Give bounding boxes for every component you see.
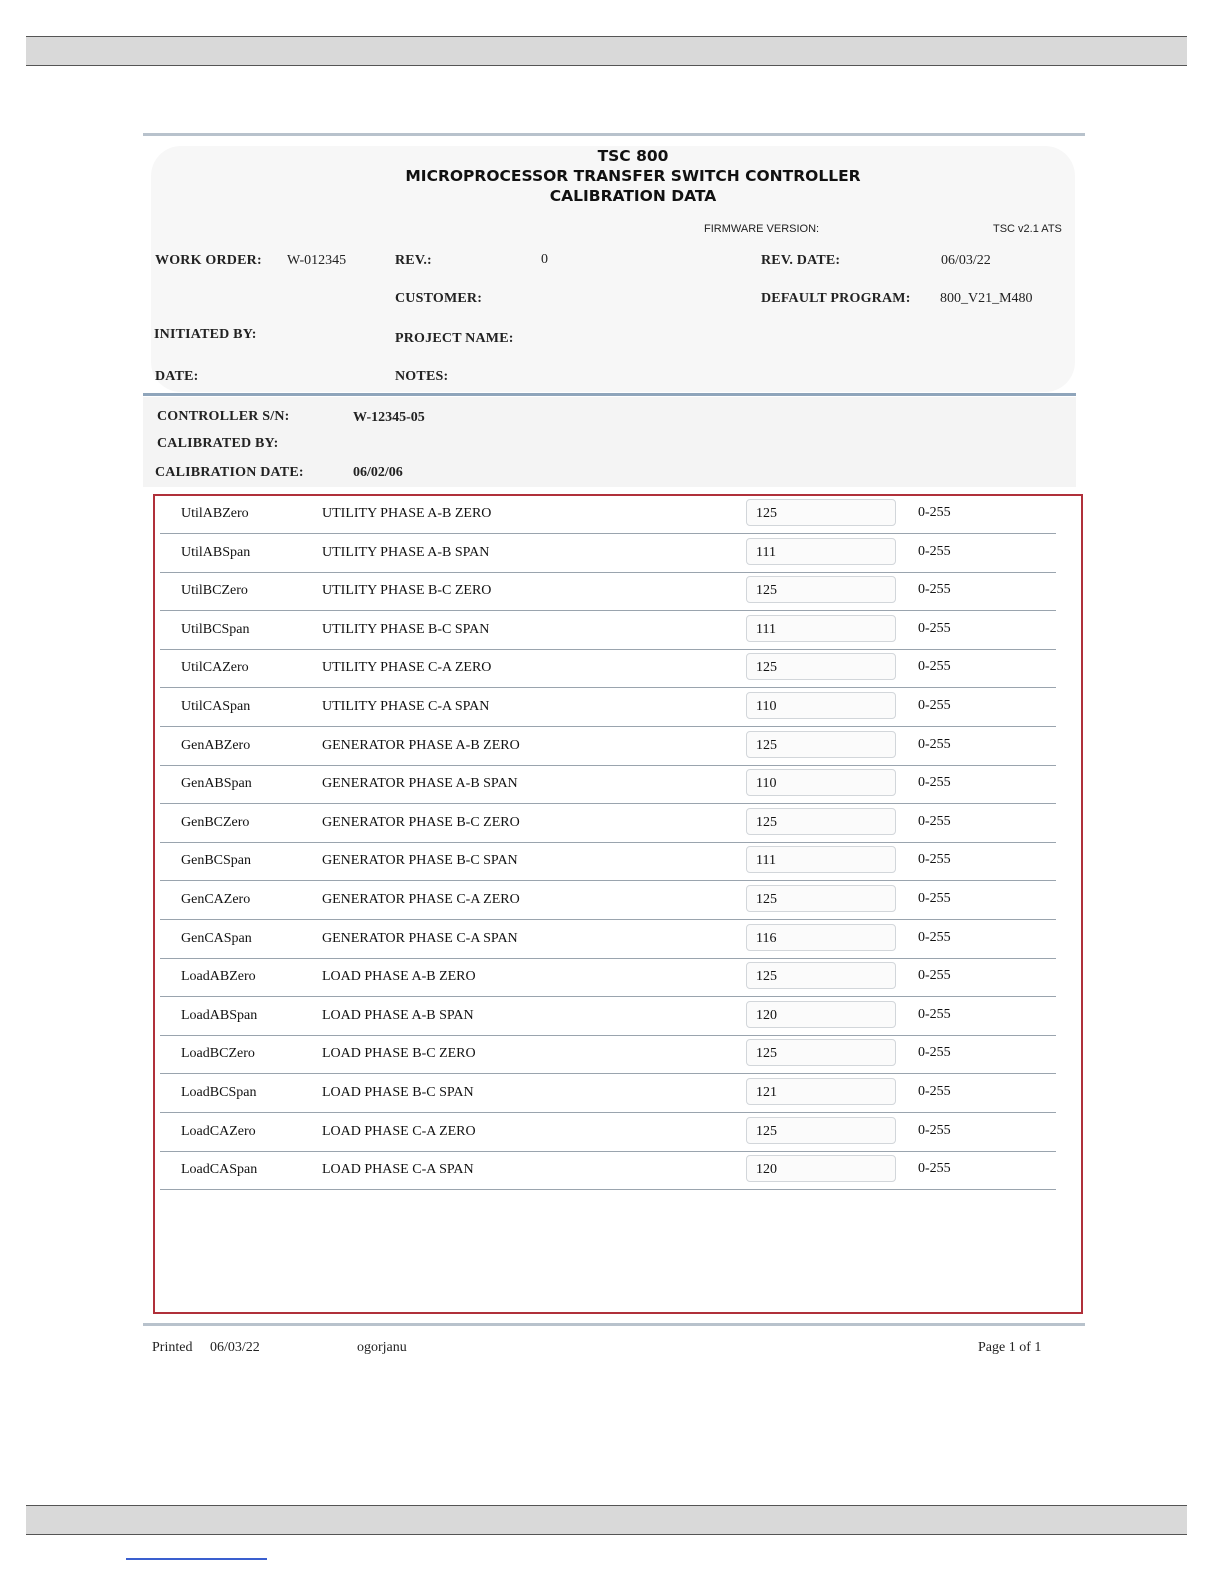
param-code: GenBCSpan (181, 853, 251, 869)
param-range: 0-255 (918, 736, 951, 752)
param-value-field[interactable] (746, 653, 896, 680)
table-row (160, 842, 1056, 881)
rev-value: 0 (541, 252, 548, 267)
table-row (160, 881, 1056, 920)
param-code: GenCASpan (181, 930, 252, 946)
customer-label: CUSTOMER: (395, 291, 483, 306)
table-row (160, 727, 1056, 766)
param-code: LoadCASpan (181, 1162, 258, 1178)
param-value: 125 (756, 892, 777, 907)
param-description: LOAD PHASE A-B ZERO (322, 969, 476, 985)
param-value-field[interactable] (746, 962, 896, 989)
rev-label: REV.: (395, 253, 432, 268)
param-range: 0-255 (918, 891, 951, 906)
table-row (160, 572, 1056, 611)
calibration-date-label: CALIBRATION DATE: (155, 465, 304, 480)
viewer-toolbar-top (26, 36, 1187, 66)
param-value-field[interactable] (746, 885, 896, 912)
table-row (160, 1113, 1056, 1152)
param-value: 125 (756, 969, 777, 985)
param-range: 0-255 (918, 505, 951, 520)
param-value: 111 (756, 544, 776, 560)
footer-rule (143, 1323, 1085, 1326)
table-row (160, 611, 1056, 650)
table-row (160, 997, 1056, 1036)
doc-title-type: CALIBRATION DATA (549, 187, 717, 205)
param-value: 110 (756, 776, 777, 792)
param-range: 0-255 (918, 968, 951, 984)
param-value-field[interactable] (746, 731, 896, 758)
param-code: LoadBCSpan (181, 1085, 257, 1100)
param-description: UTILITY PHASE C-A ZERO (322, 660, 492, 676)
param-range: 0-255 (918, 659, 951, 675)
param-value-field[interactable] (746, 692, 896, 719)
firmware-label: FIRMWARE VERSION: (704, 223, 820, 235)
default-program-label: DEFAULT PROGRAM: (761, 291, 911, 306)
viewer-toolbar-bottom (26, 1505, 1187, 1535)
page-number: Page 1 of 1 (978, 1340, 1042, 1355)
param-description: UTILITY PHASE B-C ZERO (322, 583, 492, 599)
param-value: 110 (756, 699, 777, 714)
param-code: UtilCAZero (181, 660, 249, 676)
param-description: GENERATOR PHASE C-A SPAN (322, 930, 518, 946)
table-row (160, 495, 1056, 534)
param-value: 125 (756, 506, 777, 521)
param-value-field[interactable] (746, 615, 896, 642)
param-value-field[interactable] (746, 538, 896, 565)
param-description: LOAD PHASE B-C ZERO (322, 1046, 476, 1062)
param-description: UTILITY PHASE B-C SPAN (322, 621, 490, 637)
firmware-value: TSC v2.1 ATS (993, 223, 1062, 235)
param-code: LoadCAZero (181, 1123, 256, 1139)
param-value-field[interactable] (746, 808, 896, 835)
printed-by-user: ogorjanu (357, 1340, 407, 1355)
table-row (160, 534, 1056, 573)
param-value-field[interactable] (746, 1078, 896, 1105)
table-row (160, 649, 1056, 688)
param-range: 0-255 (918, 1122, 951, 1138)
param-value: 125 (756, 1046, 777, 1062)
param-code: UtilCASpan (181, 699, 251, 714)
param-description: LOAD PHASE C-A SPAN (322, 1162, 474, 1178)
param-description: LOAD PHASE C-A ZERO (322, 1123, 476, 1139)
table-row (160, 804, 1056, 843)
param-range: 0-255 (918, 929, 951, 945)
param-value-field[interactable] (746, 1155, 896, 1182)
table-row (160, 958, 1056, 997)
calibrated-by-label: CALIBRATED BY: (157, 436, 279, 451)
table-row (160, 1074, 1056, 1113)
initiated-by-label: INITIATED BY: (154, 327, 257, 342)
param-description: LOAD PHASE B-C SPAN (322, 1085, 474, 1100)
param-value-field[interactable] (746, 499, 896, 526)
param-value-field[interactable] (746, 769, 896, 796)
param-code: UtilABSpan (181, 544, 251, 560)
param-value-field[interactable] (746, 1001, 896, 1028)
param-range: 0-255 (918, 775, 951, 791)
table-row (160, 1151, 1056, 1190)
param-code: UtilABZero (181, 506, 249, 521)
param-range: 0-255 (918, 543, 951, 559)
param-description: UTILITY PHASE A-B ZERO (322, 506, 492, 521)
controller-sn-label: CONTROLLER S/N: (157, 409, 290, 424)
work-order-label: WORK ORDER: (155, 253, 262, 268)
table-row (160, 920, 1056, 959)
param-value: 121 (756, 1085, 777, 1100)
param-range: 0-255 (918, 620, 951, 636)
param-value: 116 (756, 930, 777, 946)
param-description: LOAD PHASE A-B SPAN (322, 1007, 474, 1023)
bottom-link-underline[interactable] (126, 1558, 267, 1560)
param-code: LoadBCZero (181, 1046, 255, 1062)
param-description: GENERATOR PHASE B-C SPAN (322, 853, 518, 869)
param-value: 120 (756, 1162, 777, 1178)
param-code: GenABZero (181, 737, 251, 753)
project-name-label: PROJECT NAME: (395, 331, 514, 346)
table-row (160, 688, 1056, 727)
param-code: GenCAZero (181, 892, 251, 907)
table-row (160, 765, 1056, 804)
param-value-field[interactable] (746, 1117, 896, 1144)
param-value: 125 (756, 583, 777, 599)
controller-sn-value: W-12345-05 (353, 410, 425, 425)
table-row (160, 1035, 1056, 1074)
param-value: 125 (756, 814, 777, 830)
param-description: GENERATOR PHASE B-C ZERO (322, 814, 520, 830)
param-value-field[interactable] (746, 1039, 896, 1066)
header-bottom-rule (143, 393, 1076, 396)
param-value-field[interactable] (746, 846, 896, 873)
notes-label: NOTES: (395, 369, 449, 384)
param-range: 0-255 (918, 698, 951, 713)
doc-title-model: TSC 800 (597, 147, 669, 165)
param-range: 0-255 (918, 813, 951, 829)
param-description: GENERATOR PHASE A-B ZERO (322, 737, 520, 753)
param-description: UTILITY PHASE C-A SPAN (322, 699, 490, 714)
printed-date: 06/03/22 (210, 1340, 260, 1355)
header-top-rule (143, 133, 1085, 136)
param-range: 0-255 (918, 852, 951, 868)
default-program-value: 800_V21_M480 (940, 291, 1033, 306)
param-value-field[interactable] (746, 924, 896, 951)
param-value-field[interactable] (746, 576, 896, 603)
param-code: LoadABZero (181, 969, 256, 985)
param-range: 0-255 (918, 1045, 951, 1061)
param-value: 125 (756, 1123, 777, 1139)
date-label: DATE: (155, 369, 199, 384)
param-value: 120 (756, 1007, 777, 1023)
param-code: UtilBCZero (181, 583, 248, 599)
param-value: 111 (756, 853, 776, 869)
rev-date-label: REV. DATE: (761, 253, 841, 268)
param-description: UTILITY PHASE A-B SPAN (322, 544, 490, 560)
calibration-date-value: 06/02/06 (353, 465, 403, 480)
param-code: LoadABSpan (181, 1007, 258, 1023)
param-description: GENERATOR PHASE C-A ZERO (322, 892, 520, 907)
param-description: GENERATOR PHASE A-B SPAN (322, 776, 518, 792)
param-value: 111 (756, 621, 776, 637)
param-range: 0-255 (918, 1006, 951, 1022)
param-value: 125 (756, 737, 777, 753)
rev-date-value: 06/03/22 (941, 253, 991, 268)
param-range: 0-255 (918, 1161, 951, 1177)
param-range: 0-255 (918, 1084, 951, 1099)
doc-title-product: MICROPROCESSOR TRANSFER SWITCH CONTROLLER (405, 167, 861, 185)
printed-label: Printed (152, 1340, 193, 1355)
param-code: GenABSpan (181, 776, 252, 792)
param-code: GenBCZero (181, 814, 250, 830)
param-value: 125 (756, 660, 777, 676)
param-range: 0-255 (918, 582, 951, 598)
work-order-value: W-012345 (287, 253, 347, 268)
param-code: UtilBCSpan (181, 621, 250, 637)
